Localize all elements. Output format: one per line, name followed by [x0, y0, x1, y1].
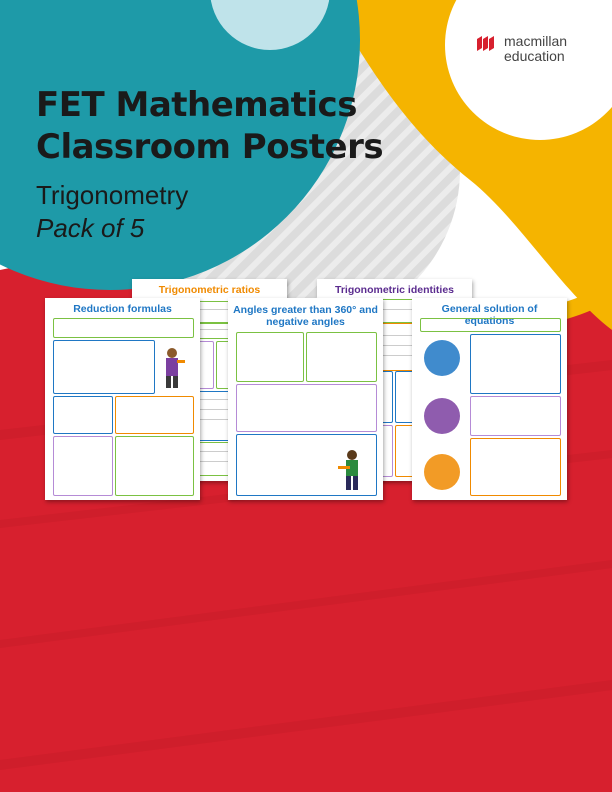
macmillan-logo — [476, 34, 567, 64]
brand-line2: education — [504, 48, 565, 64]
poster-title-line2: negative angles — [266, 316, 345, 328]
cover-title — [36, 84, 383, 168]
poster-title: General solution of equations — [441, 303, 538, 327]
poster-title: Trigonometric identities — [334, 284, 455, 296]
poster-angles-greater-than-360 — [228, 298, 383, 500]
cover-pack: Pack of 5 — [36, 213, 145, 243]
cover-title-line1: FET Mathematics — [36, 85, 357, 125]
poster-reduction-formulas — [45, 298, 200, 500]
poster-title: Reduction formulas — [73, 303, 172, 315]
solution-bubbles — [420, 338, 468, 494]
brand-line1: macmillan — [504, 33, 568, 49]
teacher-figure — [157, 346, 187, 390]
poster-title-line1: Angles greater than 360° and — [233, 304, 378, 316]
macmillan-logo-icon — [476, 34, 498, 52]
poster-title — [228, 298, 383, 330]
cover-subtitle: Trigonometry — [36, 180, 189, 210]
student-figure — [338, 448, 366, 492]
poster-title: Trigonometric ratios — [158, 284, 261, 296]
cover-title-line2: Classroom Posters — [36, 127, 384, 167]
poster-general-solution-of-equations — [412, 298, 567, 500]
